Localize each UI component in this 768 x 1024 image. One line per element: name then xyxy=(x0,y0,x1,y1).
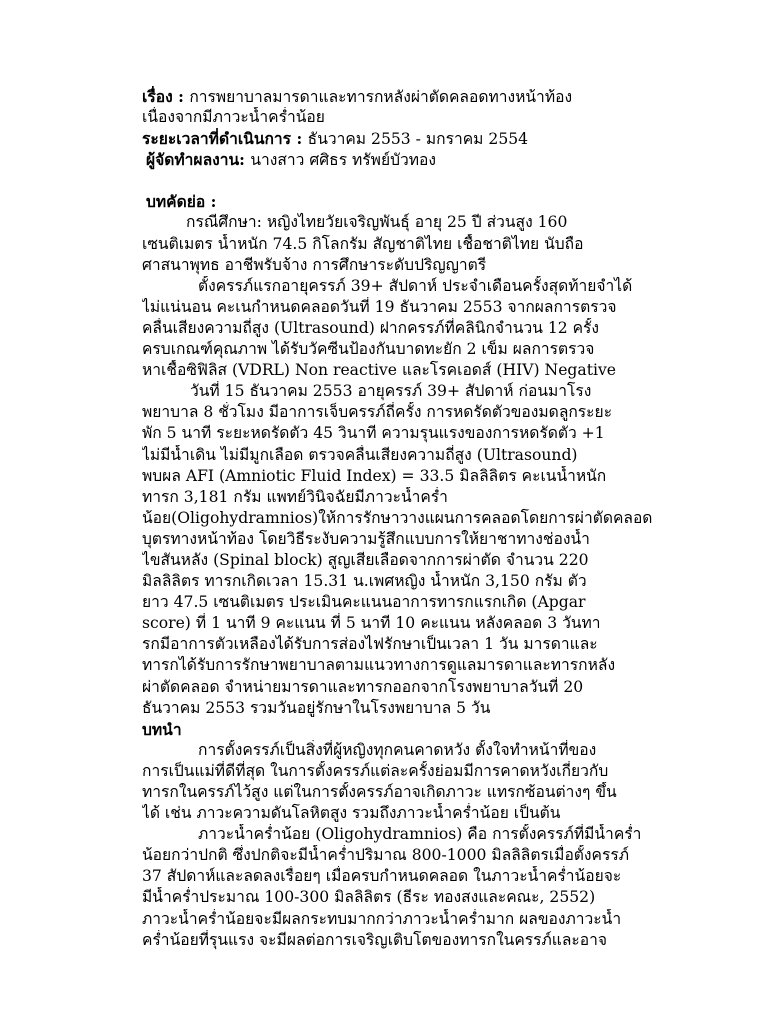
introduction-line: ทารกในครรภ์ไว้สูง แต่ในการตั้งครรภ์อาจเกิดภาวะ แทรกซ้อนต่างๆ ขึ้น xyxy=(142,783,617,801)
introduction-line: ภาวะน้ำคร่ำน้อยจะมีผลกระทบมากกว่าภาวะน้ำคร่ำมาก ผลของภาวะน้ำ xyxy=(142,909,622,928)
abstract-line: กรณีศึกษา: หญิงไทยวัยเจริญพันธุ์ อายุ 25 ปี ส่วนสูง 160 xyxy=(186,213,568,232)
abstract-line: หาเชื้อซิฟิลิส (VDRL) Non reactive และโรคเอดส์ (HIV) Negative xyxy=(142,361,616,380)
abstract-line: พบผล AFI (Amniotic Fluid Index) = 33.5 มิลลิลิตร คะเนน้ำหนัก xyxy=(142,466,607,485)
abstract-line: บุตรทางหน้าท้อง โดยวิธีระงับความรู้สึกแบบการให้ยาชาทางช่องน้ำ xyxy=(142,529,590,548)
abstract-line: พยาบาล 8 ชั่วโมง มีอาการเจ็บครรภ์ถี่ครั้ง การหดรัดตัวของมดลูกระยะ xyxy=(142,403,613,422)
abstract-line: ผ่าตัดคลอด จำหน่ายมารดาและทารกออกจากโรงพยาบาลวันที่ 20 xyxy=(142,677,584,696)
period-label: ระยะเวลาที่ดำเนินการ : xyxy=(142,129,308,149)
introduction-line: การตั้งครรภ์เป็นสิ่งที่ผู้หญิงทุกคนคาดหวัง ตั้งใจทำหน้าที่ของ xyxy=(198,740,597,759)
abstract-line: ทารกได้รับการรักษาพยาบาลตามแนวทางการดูแลมารดาและทารกหลัง xyxy=(142,656,616,675)
subject-line-1 xyxy=(142,86,682,107)
spacer xyxy=(142,170,682,191)
abstract-line: เซนติเมตร น้ำหนัก 74.5 กิโลกรัม สัญชาติไทย เชื้อชาติไทย นับถือ xyxy=(142,234,584,253)
abstract-line: ศาสนาพุทธ อาชีพรับจ้าง การศึกษาระดับปริญญาตรี xyxy=(142,255,487,274)
abstract-line: คลื่นเสียงความถี่สูง (Ultrasound) ฝากครรภ์ที่คลินิกจำนวน 12 ครั้ง xyxy=(142,318,600,337)
abstract-line: ยาว 47.5 เซนติเมตร ประเมินคะแนนอาการทารกแรกเกิด (Apgar xyxy=(142,593,586,612)
introduction-line: ภาวะน้ำคร่ำน้อย (Oligohydramnios) คือ การตั้งครรภ์ที่มีน้ำคร่ำ xyxy=(198,825,642,844)
abstract-line: ไม่แน่นอน คะเนกำหนดคลอดวันที่ 19 ธันวาคม 2553 จากผลการตรวจ xyxy=(142,297,617,316)
introduction-line: 37 สัปดาห์และลดลงเรื่อยๆ เมื่อครบกำหนดคลอด ในภาวะน้ำคร่ำน้อยจะ xyxy=(142,867,622,886)
author-value: นางสาว ศศิธร ทรัพย์บัวทอง xyxy=(250,151,437,170)
introduction-heading: บทนำ xyxy=(142,719,182,739)
subject-title: การพยาบาลมารดาและทารกหลังผ่าตัดคลอดทางหน้าท้อง xyxy=(189,88,573,106)
author-label: ผู้จัดทำผลงาน: xyxy=(146,150,251,170)
subject-line-2: เนื่องจากมีภาวะน้ำคร่ำน้อย xyxy=(142,108,325,127)
abstract-line: วันที่ 15 ธันวาคม 2553 อายุครรภ์ 39+ สัปดาห์ ก่อนมาโรง xyxy=(190,382,592,401)
introduction-line: น้อยกว่าปกติ ซึ่งปกติจะมีน้ำคร่ำปริมาณ 800-1000 มิลลิลิตรเมื่อตั้งครรภ์ xyxy=(142,846,630,865)
abstract-line: ตั้งครรภ์แรกอายุครรภ์ 39+ สัปดาห์ ประจำเดือนครั้งสุดท้ายจำได้ xyxy=(198,276,633,295)
abstract-line: พัก 5 นาที ระยะหดรัดตัว 45 วินาที ความรุนแรงของการหดรัดตัว +1 xyxy=(142,424,605,443)
abstract-heading: บทคัดย่อ : xyxy=(146,192,217,212)
abstract-line: มิลลิลิตร ทารกเกิดเวลา 15.31 น.เพศหญิง น้ำหนัก 3,150 กรัม ตัว xyxy=(142,572,587,591)
abstract-line: ทารก 3,181 กรัม แพทย์วินิจฉัยมีภาวะน้ำคร่ำ xyxy=(142,487,448,506)
abstract-line: ไม่มีน้ำเดิน ไม่มีมูกเลือด ตรวจคลื่นเสียงความถี่สูง (Ultrasound) xyxy=(142,445,578,464)
introduction-line: มีน้ำคร่ำประมาณ 100-300 มิลลิลิตร (ธีระ ทองสงและคณะ, 2552) xyxy=(142,888,596,907)
introduction-line: การเป็นแม่ที่ดีที่สุด ในการตั้งครรภ์แต่ละครั้งย่อมมีการคาดหวังเกี่ยวกับ xyxy=(142,761,609,780)
abstract-line: score) ที่ 1 นาที 9 คะแนน ที่ 5 นาที 10 คะแนน หลังคลอด 3 วันทา xyxy=(142,614,601,633)
document-page xyxy=(142,86,682,951)
abstract-line: ครบเกณฑ์คุณภาพ ได้รับวัคซีนป้องกันบาดทะยัก 2 เข็ม ผลการตรวจ xyxy=(142,340,595,359)
abstract-line: น้อย(Oligohydramnios)ให้การรักษาวางแผนการคลอดโดยการผ่าตัดคลอด xyxy=(142,508,653,527)
introduction-line: คร่ำน้อยที่รุนแรง จะมีผลต่อการเจริญเติบโตของทารกในครรภ์และอาจ xyxy=(142,930,608,949)
subject-label: เรื่อง : xyxy=(142,87,190,106)
author-line xyxy=(142,149,682,170)
period-value: ธันวาคม 2553 - มกราคม 2554 xyxy=(307,130,529,149)
period-line xyxy=(142,128,682,149)
introduction-line: ได้ เช่น ภาวะความดันโลหิตสูง รวมถึงภาวะน้ำคร่ำน้อย เป็นต้น xyxy=(142,804,561,823)
abstract-line: รกมีอาการตัวเหลืองได้รับการส่องไฟรักษาเป็นเวลา 1 วัน มารดาและ xyxy=(142,635,598,654)
abstract-line: ธันวาคม 2553 รวมวันอยู่รักษาในโรงพยาบาล 5 วัน xyxy=(142,698,491,717)
abstract-line: ไขสันหลัง (Spinal block) สูญเสียเลือดจากการผ่าตัด จำนวน 220 xyxy=(142,550,589,569)
